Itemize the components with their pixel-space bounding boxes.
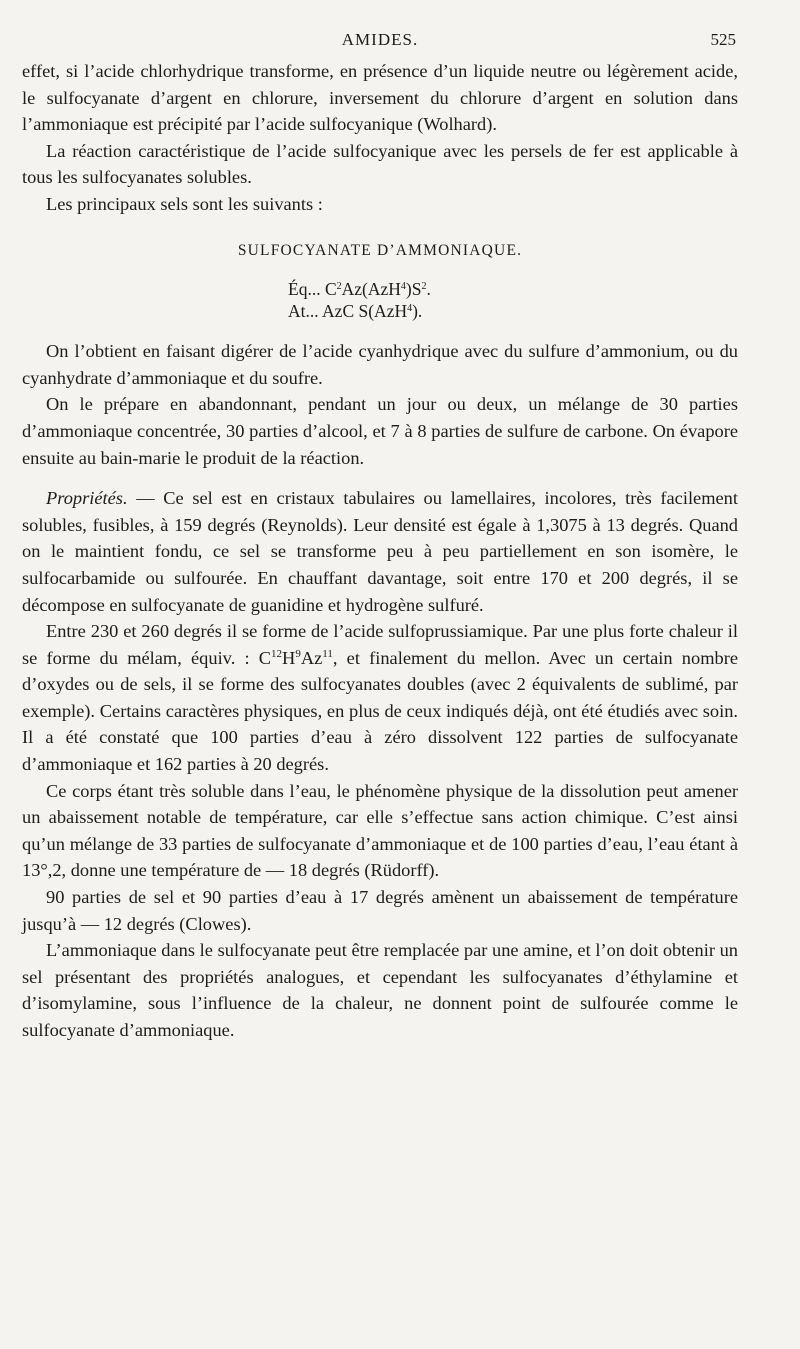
formula-eq-label: Éq... (288, 279, 321, 300)
properties-heading: Propriétés. (46, 488, 128, 509)
spacer (22, 471, 738, 485)
paragraph-obtaining: On l’obtient en faisant digérer de l’acide cyanhydrique avec du sulfure d’ammonium, ou du cyanhydrate d’ammoniaque et du soufre. (22, 341, 738, 388)
formula-at-expression: AzC S(AzH$^4$). (322, 301, 423, 322)
paragraph-amine: L’ammoniaque dans le sulfocyanate peut être remplacée par une amine, et l’on doit obtenir un sel présentant des propriétés analogues, et cependant les sulfocyanates d’éthylamine et d’isomylamine, sous l’influence de la chaleur, ne donnent point de sulfourée comme le sulfocyanate d’ammoniaque. (22, 940, 738, 1040)
section-title: SULFOCYANATE D’AMMONIAQUE. (237, 241, 523, 259)
paragraph-dissolution: Ce corps étant très soluble dans l’eau, le phénomène physique de la dissolution peut amener un abaissement notable de température, car elle s’effectue sans action chimique. C’est ainsi qu’un mélange de 33 parties de sulfocyanate d’ammoniaque et de 100 parties d’eau, l’eau étant à 13°,2, donne une température de — 18 degrés (Rüdorff). (22, 780, 738, 881)
formula-atomic (288, 300, 738, 322)
formula-equivalent (288, 278, 738, 300)
paragraph-principal-salts: Les principaux sels sont les suivants : (46, 193, 323, 214)
body-text (22, 58, 738, 1044)
document-page (22, 30, 738, 1330)
running-head: AMIDES. (341, 30, 419, 49)
formula-at-label: At... (288, 301, 319, 322)
paragraph-reaction: La réaction caractéristique de l’acide sulfocyanique avec les persels de fer est applicable à tous les sulfocyanates solubles. (22, 140, 738, 188)
paragraph-preparation: On le prépare en abandonnant, pendant un jour ou deux, un mélange de 30 parties d’ammoniaque concentrée, 30 parties d’alcool, et 7 à 8 parties de sulfure de carbone. On évapore ensuite au bain-marie le produit de la réaction. (22, 394, 738, 468)
paragraph-continuation: effet, si l’acide chlorhydrique transforme, en présence d’un liquide neutre ou légèrement acide, le sulfocyanate d’argent en chlorure, inversement du chlorure d’argent en solution dans l’ammoniaque est précipité par l’acide sulfocyanique (Wolhard). (22, 61, 738, 135)
page-header (22, 30, 738, 58)
paragraph-decomposition: Entre 230 et 260 degrés il se forme de l’acide sulfoprussiamique. Par une plus forte chaleur il se forme du mélam, équiv. : $C^{12}H^9Az^{11}$, et finalement du mellon. Avec un certain nombre d’oxydes ou de sels, il se forme des sulfocyanates doubles (avec 2 équivalents de sublimé, par exemple). Certains caractères physiques, en plus de ceux indiqués déjà, ont été étudiés avec soin. Il a été constaté que 100 parties d’eau à zéro dissolvent 122 parties de sulfocyanate d’ammoniaque et 162 parties à 20 degrés. (22, 621, 738, 775)
formula-block (288, 278, 738, 322)
page-number: 525 (710, 30, 736, 49)
paragraph-clowes: 90 parties de sel et 90 parties d’eau à 17 degrés amènent un abaissement de température jusqu’à — 12 degrés (Clowes). (22, 887, 738, 934)
formula-eq-expression: $C^2Az(AzH^4)S^2$. (324, 279, 431, 300)
paragraph-properties: Propriétés. — Ce sel est en cristaux tabulaires ou lamellaires, incolores, très facilement solubles, fusibles, à 159 degrés (Reynolds). Leur densité est égale à 1,3075 à 13 degrés. Quand on le maintient fondu, ce sel se transforme peu à peu partiellement en son isomère, le sulfocarbamide ou sulfourée. En chauffant davantage, soit entre 170 et 200 degrés, il se décompose en sulfocyanate de guanidine et hydrogène sulfuré. (22, 488, 738, 615)
